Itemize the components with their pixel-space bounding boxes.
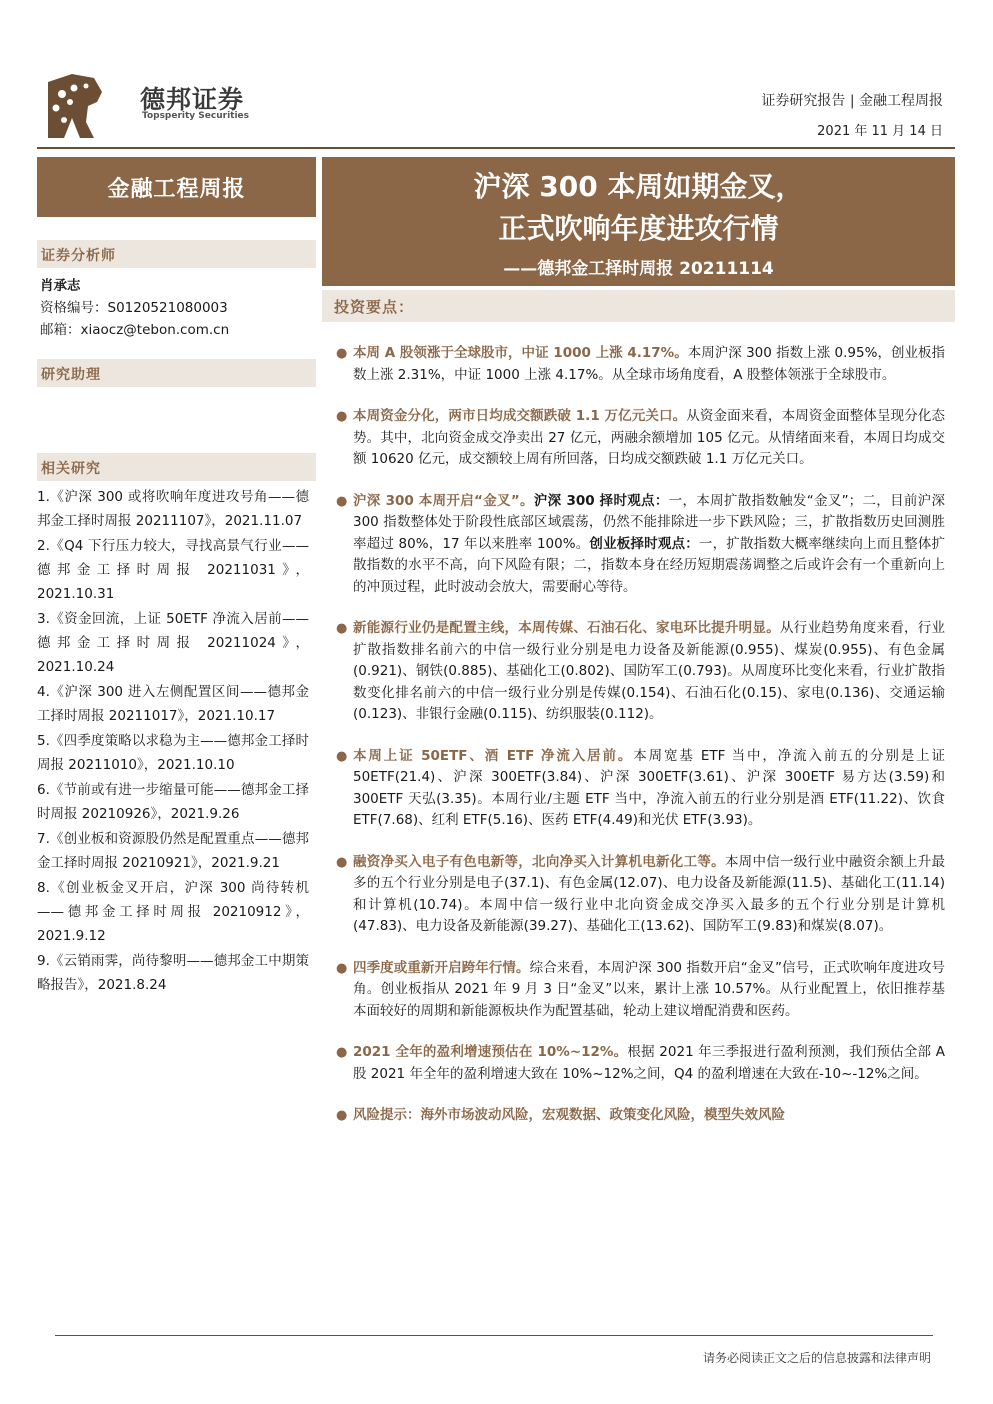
key-point — [333, 746, 945, 832]
key-point — [333, 618, 945, 726]
title-banner — [322, 157, 955, 286]
key-point — [333, 958, 945, 1023]
key-point — [333, 491, 945, 599]
key-point — [333, 1105, 945, 1127]
analyst-license: 资格编号：S0120521080003 — [40, 300, 228, 316]
related-item[interactable]: 7.《创业板和资源股仍然是配置重点——德邦金工择时周报 20210921》，2021.9.21 — [37, 831, 309, 871]
key-point — [333, 406, 945, 471]
key-point-text: 一，本周扩散指数触发“金叉”；二，目前沪深 300 指数整体处于阶段性底部区域震荡，仍然不能排除进一步下跌风险；三，扩散指数历史回测胜率超过 80%，17 年以来胜率 100%。 — [353, 492, 945, 552]
title-subtitle: ——德邦金工择时周报 20211114 — [503, 259, 774, 279]
key-points-list — [333, 343, 945, 1147]
bullet-icon: ● — [336, 1045, 348, 1060]
report-type: 证券研究报告 | 金融工程周报 — [761, 93, 943, 109]
analyst-heading: 证券分析师 — [37, 240, 316, 268]
analyst-name: 肖承志 — [40, 278, 81, 294]
bullet-icon: ● — [336, 960, 348, 976]
key-point-highlight: 本周资金分化，两市日均成交额跌破 1.1 万亿元关口。 — [353, 408, 687, 424]
key-point-text: 本周沪深 300 指数上涨 0.95%，创业板指数上涨 2.31%，中证 1000 上涨 4.17%。从全球市场角度看，A 股整体领涨于全球股市。 — [353, 345, 946, 383]
key-point — [333, 852, 945, 938]
key-point-text: 综合来看，本周沪深 300 指数开启“金叉”信号，正式吹响年度进攻号角。创业板指从 2021 年 9 月 3 日“金叉”以来，累计上涨 10.57%。从行业配置上，依旧推荐基本面较好的周期和新能源板块作为配置基础，轮动上建议增配消费和医药。 — [353, 959, 945, 1019]
report-category: 金融工程周报 — [37, 157, 316, 217]
related-item[interactable]: 2.《Q4 下行压力较大，寻找高景气行业——德邦金工择时周报 20211031》，2021.10.31 — [37, 538, 309, 602]
related-item[interactable]: 9.《云销雨霁，尚待黎明——德邦金工中期策略报告》，2021.8.24 — [37, 953, 309, 993]
key-point-highlight: 沪深 300 本周开启“金叉”。 — [353, 492, 534, 509]
key-points-label: 投资要点： — [334, 298, 415, 316]
footer-divider — [55, 1335, 933, 1336]
key-point-text: 从行业趋势角度来看，行业扩散指数排名前六的中信一级行业分别是电力设备及新能源(0.955)、煤炭(0.955)、有色金属(0.921)、钢铁(0.885)、基础化工(0.802)、国防军工(0.793)。从周度环比变化来看，行业扩散指数变化排名前六的中信一级行业分别是传媒(0.154)、石油石化(0.15)、家电(0.136)、交通运输(0.123)、非银行金融(0.115)、纺织服装(0.112)。 — [353, 620, 946, 722]
company-logo-icon — [42, 72, 104, 140]
key-point — [333, 1042, 945, 1085]
key-point-text: 根据 2021 年三季报进行盈利预测，我们预估全部 A 股 2021 年全年的盈利增速大致在 10%~12%之间，Q4 的盈利增速在大致在-10~-12%之间。 — [353, 1044, 945, 1082]
title-line-1: 沪深 300 本周如期金叉， — [473, 170, 804, 203]
key-point-highlight: 新能源行业仍是配置主线，本周传媒、石油石化、家电环比提升明显。 — [353, 620, 780, 636]
key-point-highlight: 四季度或重新开启跨年行情。 — [353, 959, 530, 976]
report-date: 2021 年 11 月 14 日 — [817, 124, 943, 139]
bullet-icon: ● — [336, 854, 348, 870]
related-item[interactable]: 4.《沪深 300 进入左侧配置区间——德邦金工择时周报 20211017》，2021.10.17 — [37, 684, 309, 724]
header-divider — [37, 147, 955, 149]
brand-name-en: Topsperity Securities — [142, 111, 249, 121]
analyst-email[interactable]: 邮箱：xiaocz@tebon.com.cn — [40, 322, 230, 338]
assistant-heading: 研究助理 — [37, 359, 316, 387]
key-points-bar — [322, 290, 955, 322]
key-point-text: 一，扩散指数大概率继续向上而且整体扩散指数的水平不高，向下风险有限；二，指数本身在经历短期震荡调整之后或许会有一个重新向上的冲顶过程，此时波动会放大，需要耐心等待。 — [353, 535, 946, 595]
key-point-highlight: 本周上证 50ETF、酒 ETF 净流入居前。 — [353, 747, 634, 764]
related-research-list — [37, 485, 309, 998]
key-point-highlight: 融资净买入电子有色电新等，北向净买入计算机电新化工等。 — [353, 853, 725, 870]
bullet-icon: ● — [336, 346, 348, 361]
bullet-icon: ● — [336, 621, 348, 636]
key-point-bold: 创业板择时观点： — [589, 535, 699, 552]
related-item[interactable]: 6.《节前或有进一步缩量可能——德邦金工择时周报 20210926》，2021.9.26 — [37, 782, 309, 822]
footer-disclaimer: 请务必阅读正文之后的信息披露和法律声明 — [702, 1351, 931, 1365]
key-point-highlight: 本周 A 股领涨于全球股市，中证 1000 上涨 4.17%。 — [353, 345, 688, 361]
bullet-icon: ● — [336, 748, 348, 764]
brand-name: 德邦证券 — [140, 85, 245, 114]
key-point-bold: 沪深 300 择时观点： — [533, 492, 669, 509]
risk-warning: 风险提示：海外市场波动风险，宏观数据、政策变化风险，模型失效风险 — [353, 1107, 785, 1123]
bullet-icon: ● — [336, 493, 348, 509]
related-item[interactable]: 1.《沪深 300 或将吹响年度进攻号角——德邦金工择时周报 20211107》，2021.11.07 — [37, 489, 309, 529]
bullet-icon: ● — [336, 409, 348, 424]
key-point — [333, 343, 945, 386]
key-point-highlight: 2021 全年的盈利增速预估在 10%~12%。 — [353, 1044, 628, 1060]
key-point-text: 本周宽基 ETF 当中，净流入前五的分别是上证 50ETF(21.4)、沪深 300ETF(3.84)、沪深 300ETF(3.61)、沪深 300ETF 易方达(3.59)和 300ETF 天弘(3.35)。本周行业/主题 ETF 当中，净流入前五的行业分别是酒 ETF(11.22)、饮食 ETF(7.68)、红利 ETF(5.16)、医药 ETF(4.49)和光伏 ETF(3.93)。 — [353, 747, 945, 828]
related-item[interactable]: 3.《资金回流，上证 50ETF 净流入居前——德邦金工择时周报 20211024》，2021.10.24 — [37, 611, 309, 675]
key-point-text: 从资金面来看，本周资金面整体呈现分化态势。其中，北向资金成交净卖出 27 亿元，两融余额增加 105 亿元。从情绪面来看，本周日均成交额 10620 亿元，成交额较上周有所回落，日均成交额跌破 1.1 万亿元关口。 — [353, 408, 945, 467]
related-item[interactable]: 5.《四季度策略以求稳为主——德邦金工择时周报 20211010》，2021.10.10 — [37, 733, 309, 773]
related-item[interactable]: 8.《创业板金叉开启，沪深 300 尚待转机——德邦金工择时周报 20210912》，2021.9.12 — [37, 880, 309, 944]
title-line-2: 正式吹响年度进攻行情 — [498, 212, 779, 245]
key-point-text: 本周中信一级行业中融资余额上升最多的五个行业分别是电子(37.1)、有色金属(12.07)、电力设备及新能源(11.5)、基础化工(11.14)和计算机(10.74)。本周中信一级行业中北向资金成交净买入最多的五个行业分别是计算机(47.83)、电力设备及新能源(39.27)、基础化工(13.62)、国防军工(9.83)和煤炭(8.07)。 — [353, 853, 946, 934]
related-heading: 相关研究 — [37, 453, 316, 481]
bullet-icon: ● — [336, 1108, 348, 1123]
